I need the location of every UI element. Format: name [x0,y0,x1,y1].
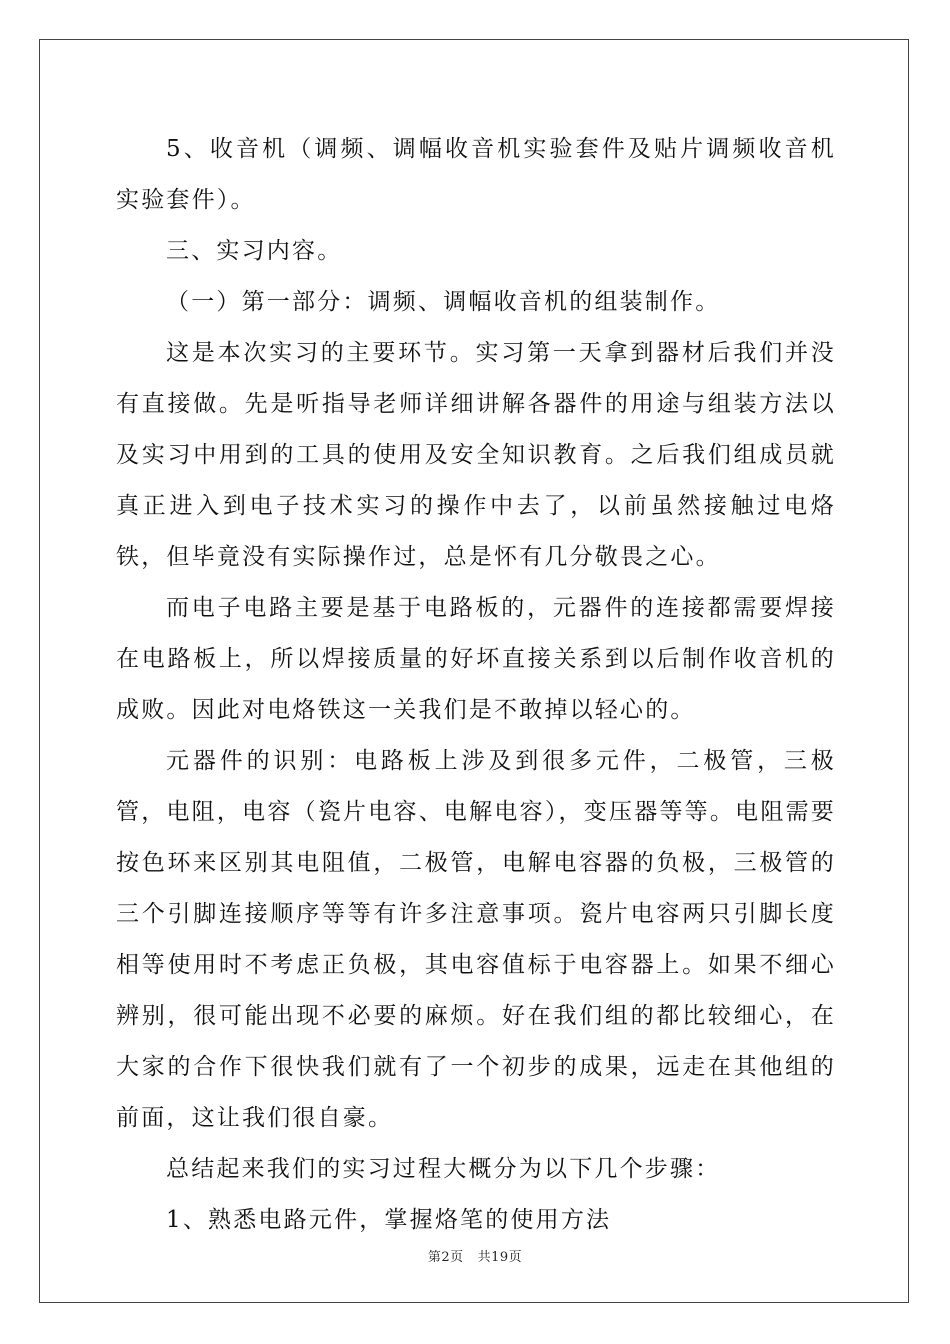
page-footer [0,1246,950,1265]
page-total: 共19页 [477,1250,523,1265]
paragraph-radio-kits: 5、收音机（调频、调幅收音机实验套件及贴片调频收音机实验套件）。 [116,136,836,213]
document-body [116,124,836,1246]
heading-internship-content: 三、实习内容。 [166,238,343,264]
paragraph-main-stage: 这是本次实习的主要环节。实习第一天拿到器材后我们并没有直接做。先是听指导老师详细讲解各器件的用途与组装方法以及实习中用到的工具的使用及安全知识教育。之后我们组成员就真正进入到电子技术实习的操作中去了，以前虽然接触过电烙铁，但毕竟没有实际操作过，总是怀有几分敬畏之心。 [116,340,836,570]
paragraph-step-one: 1、熟悉电路元件，掌握烙笔的使用方法 [166,1207,612,1233]
paragraph-summary-steps: 总结起来我们的实习过程大概分为以下几个步骤： [166,1156,721,1182]
subheading-part-one: （一）第一部分：调频、调幅收音机的组装制作。 [166,289,721,315]
page-number: 第2页 [427,1250,464,1265]
paragraph-circuit-board: 而电子电路主要是基于电路板的，元器件的连接都需要焊接在电路板上，所以焊接质量的好坏直接关系到以后制作收音机的成败。因此对电烙铁这一关我们是不敢掉以轻心的。 [116,595,836,723]
paragraph-component-identification: 元器件的识别：电路板上涉及到很多元件，二极管，三极管，电阻，电容（瓷片电容、电解电容），变压器等等。电阻需要按色环来区别其电阻值，二极管，电解电容器的负极，三极管的三个引脚连接顺序等等有许多注意事项。瓷片电容两只引脚长度相等使用时不考虑正负极，其电容值标于电容器上。如果不细心辨别，很可能出现不必要的麻烦。好在我们组的都比较细心，在大家的合作下很快我们就有了一个初步的成果，远走在其他组的前面，这让我们很自豪。 [116,748,836,1131]
